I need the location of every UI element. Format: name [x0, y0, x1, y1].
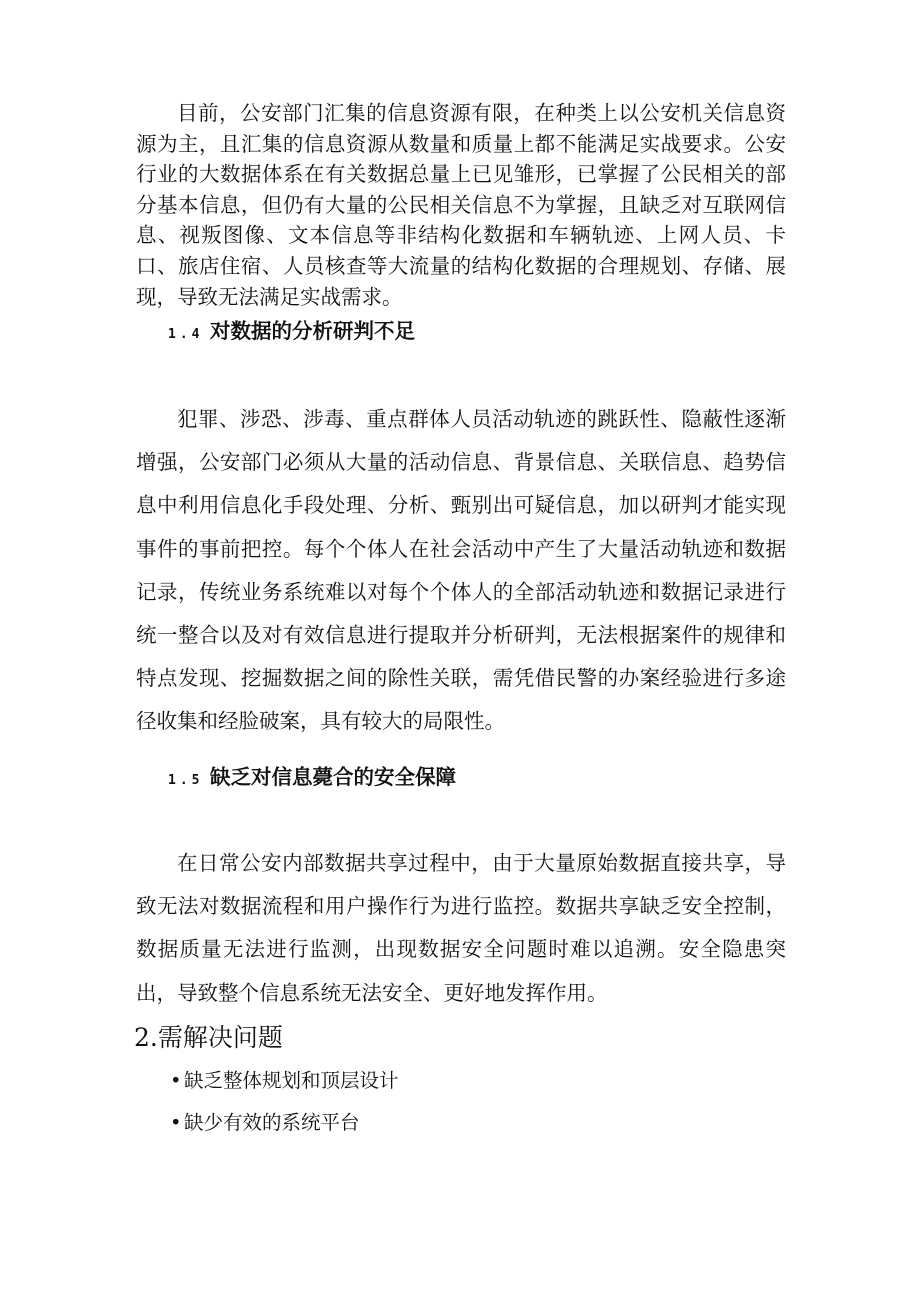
section-number: 1.4 [168, 327, 204, 342]
paragraph-analysis: 犯罪、涉恐、涉毒、重点群体人员活动轨迹的跳跃性、隐蔽性逐渐增强，公安部门必须从大量的活动信息、背景信息、关联信息、趋势信息中利用信息化手段处理、分析、甄别出可疑信息，加以研判才能实现事件的事前把控。每个个体人在社会活动中产生了大量活动轨迹和数据记录，传统业务系统难以对每个个体人的全部活动轨迹和数据记录进行统一整合以及对有效信息进行提取并分析研判，无法根据案件的规律和特点发现、挖掘数据之间的除性关联，需凭借民警的办案经验进行多途径收集和经脸破案，具有较大的局限性。 [136, 407, 786, 734]
problem-list [170, 1066, 399, 1150]
section-heading-1-4 [168, 314, 415, 344]
section-title: 对数据的分析研判不足 [210, 319, 415, 343]
section-number: 1.5 [168, 773, 204, 788]
list-item-label: 缺少有效的系统平台 [184, 1111, 360, 1134]
list-item [170, 1066, 399, 1108]
paragraph-security: 在日常公安内部数据共享过程中，由于大量原始数据直接共享，导致无法对数据流程和用户操作行为进行监控。数据共享缺乏安全控制，数据质量无法进行监测，出现数据安全问题时难以追溯。安全隐患突出，导致整个信息系统无法安全、更好地发挥作用。 [136, 851, 786, 1005]
list-item [170, 1108, 399, 1150]
section-title: 缺乏对信息薨合的安全保障 [210, 765, 456, 789]
bullet-icon: • [170, 1069, 182, 1092]
section-heading-1-5 [168, 760, 456, 790]
bullet-icon: • [170, 1111, 182, 1134]
chapter-heading-2: 2.需解决问题 [134, 1023, 283, 1052]
list-item-label: 缺乏整体规划和顶层设计 [184, 1069, 399, 1092]
paragraph-intro: 目前，公安部门汇集的信息资源有限，在种类上以公安机关信息资源为主，且汇集的信息资源从数量和质量上都不能满足实战要求。公安行业的大数据体系在有关数据总量上已见雏形，已掌握了公民相关的部分基本信息，但仍有大量的公民相关信息不为掌握，且缺乏对互联网信息、视叛图像、文本信息等非结构化数据和车辆轨迹、上网人员、卡口、旅店住宿、人员核查等大流量的结构化数据的合理规划、存储、展现，导致无法满足实战需求。 [136, 101, 786, 309]
